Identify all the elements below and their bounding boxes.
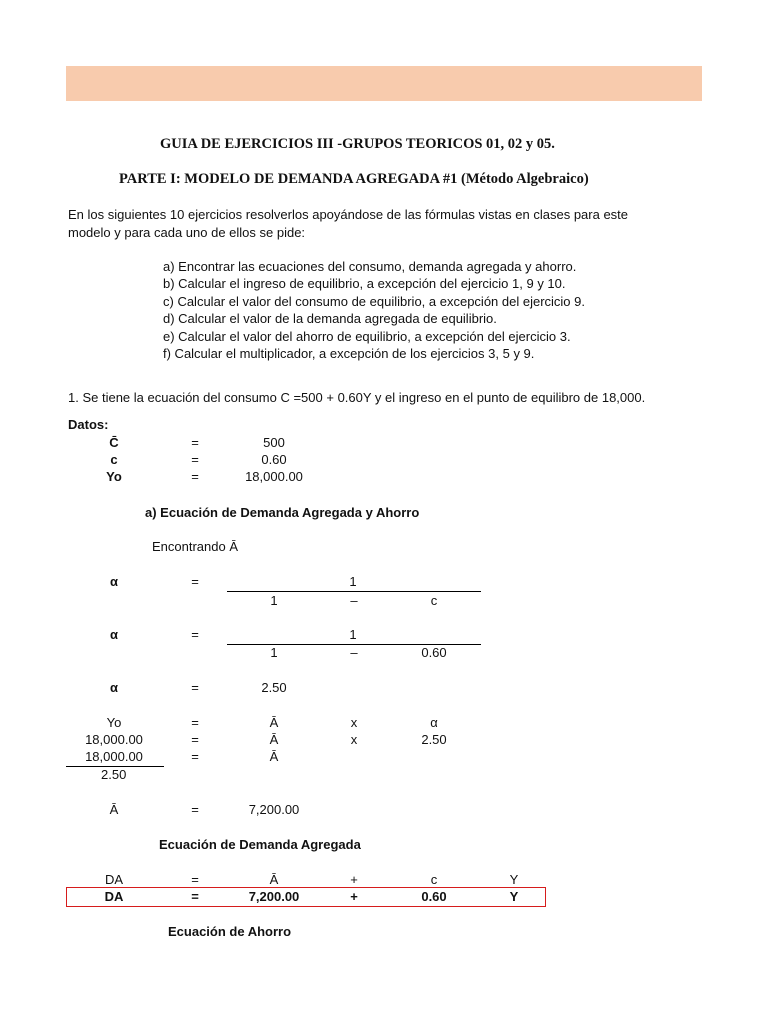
yo-cell: Yo: [106, 715, 122, 730]
alpha-value: 2.50: [261, 680, 287, 695]
page-title: GUIA DE EJERCICIOS III -GRUPOS TEORICOS 01, 02 y 05.: [160, 136, 555, 152]
equals-sign: =: [191, 469, 199, 484]
fraction-denominator: 1: [270, 593, 278, 608]
datos-symbol: c: [110, 452, 118, 467]
equals-sign: =: [191, 715, 199, 730]
alpha-symbol: α: [430, 715, 438, 730]
section-a-heading: a) Ecuación de Demanda Agregada y Ahorro: [145, 505, 420, 520]
fraction-denominator: 1: [270, 645, 278, 660]
mpc-value: 0.60: [421, 889, 447, 904]
datos-value: 0.60: [261, 452, 287, 467]
minus-sign: –: [350, 645, 358, 660]
intro-line-2: modelo y para cada uno de ellos se pide:: [68, 225, 306, 240]
task-item: e) Calcular el valor del ahorro de equilibrio, a excepción del ejercicio 3.: [163, 329, 571, 344]
datos-symbol: C̄: [109, 435, 119, 450]
equals-sign: =: [191, 802, 199, 817]
alpha-value: 2.50: [421, 732, 447, 747]
mpc-symbol: c: [430, 872, 438, 887]
a-bar-value: 7,200.00: [248, 802, 300, 817]
fraction-denominator: c: [430, 593, 438, 608]
a-bar-symbol: Ā: [269, 749, 279, 764]
income-symbol: Y: [509, 872, 519, 887]
times-sign: x: [350, 715, 358, 730]
equals-sign: =: [191, 732, 199, 747]
times-sign: x: [350, 732, 358, 747]
minus-sign: –: [350, 593, 358, 608]
plus-sign: +: [350, 872, 358, 887]
equals-sign: =: [191, 749, 199, 764]
yo-cell: 18,000.00: [85, 749, 143, 764]
equals-sign: =: [191, 452, 199, 467]
equals-sign: =: [191, 435, 199, 450]
task-item: f) Calcular el multiplicador, a excepción de los ejercicios 3, 5 y 9.: [163, 346, 535, 361]
intro-line-1: En los siguientes 10 ejercicios resolverlos apoyándose de las fórmulas vistas en clases para este: [68, 207, 629, 222]
fraction-bar: [227, 591, 481, 592]
datos-label: Datos:: [68, 417, 109, 432]
da-heading: Ecuación de Demanda Agregada: [159, 837, 361, 852]
finding-a-label: Encontrando Ā: [152, 539, 239, 554]
alpha-symbol: α: [110, 627, 118, 642]
a-bar-symbol: Ā: [269, 872, 279, 887]
task-item: d) Calcular el valor de la demanda agregada de equilibrio.: [163, 311, 497, 326]
page-subtitle: PARTE I: MODELO DE DEMANDA AGREGADA #1 (Método Algebraico): [119, 171, 589, 187]
header-band: [66, 66, 702, 101]
task-item: a) Encontrar las ecuaciones del consumo, demanda agregada y ahorro.: [163, 259, 577, 274]
income-symbol: Y: [509, 889, 519, 904]
yo-cell: 18,000.00: [85, 732, 143, 747]
fraction-denominator: 0.60: [421, 645, 447, 660]
problem-statement: 1. Se tiene la ecuación del consumo C =500 + 0.60Y y el ingreso en el punto de equilibro de 18,000.: [68, 390, 646, 405]
datos-value: 500: [263, 435, 285, 450]
ahorro-heading: Ecuación de Ahorro: [168, 924, 292, 939]
a-bar-symbol: Ā: [109, 802, 119, 817]
equals-sign: =: [191, 627, 199, 642]
fraction-numerator: 1: [349, 627, 357, 642]
task-item: c) Calcular el valor del consumo de equilibrio, a excepción del ejercicio 9.: [163, 294, 585, 309]
fraction-numerator: 1: [349, 574, 357, 589]
alpha-symbol: α: [110, 574, 118, 589]
a-bar-symbol: Ā: [269, 732, 279, 747]
plus-sign: +: [350, 889, 358, 904]
alpha-symbol: α: [110, 680, 118, 695]
task-item: b) Calcular el ingreso de equilibrio, a excepción del ejercicio 1, 9 y 10.: [163, 276, 566, 291]
datos-symbol: Yo: [106, 469, 122, 484]
a-bar-value: 7,200.00: [248, 889, 300, 904]
a-bar-symbol: Ā: [269, 715, 279, 730]
datos-value: 18,000.00: [245, 469, 303, 484]
equals-sign: =: [191, 574, 199, 589]
yo-divisor: 2.50: [101, 767, 127, 782]
equals-sign: =: [191, 889, 199, 904]
equals-sign: =: [191, 680, 199, 695]
da-symbol: DA: [104, 889, 124, 904]
equals-sign: =: [191, 872, 199, 887]
da-symbol: DA: [104, 872, 124, 887]
